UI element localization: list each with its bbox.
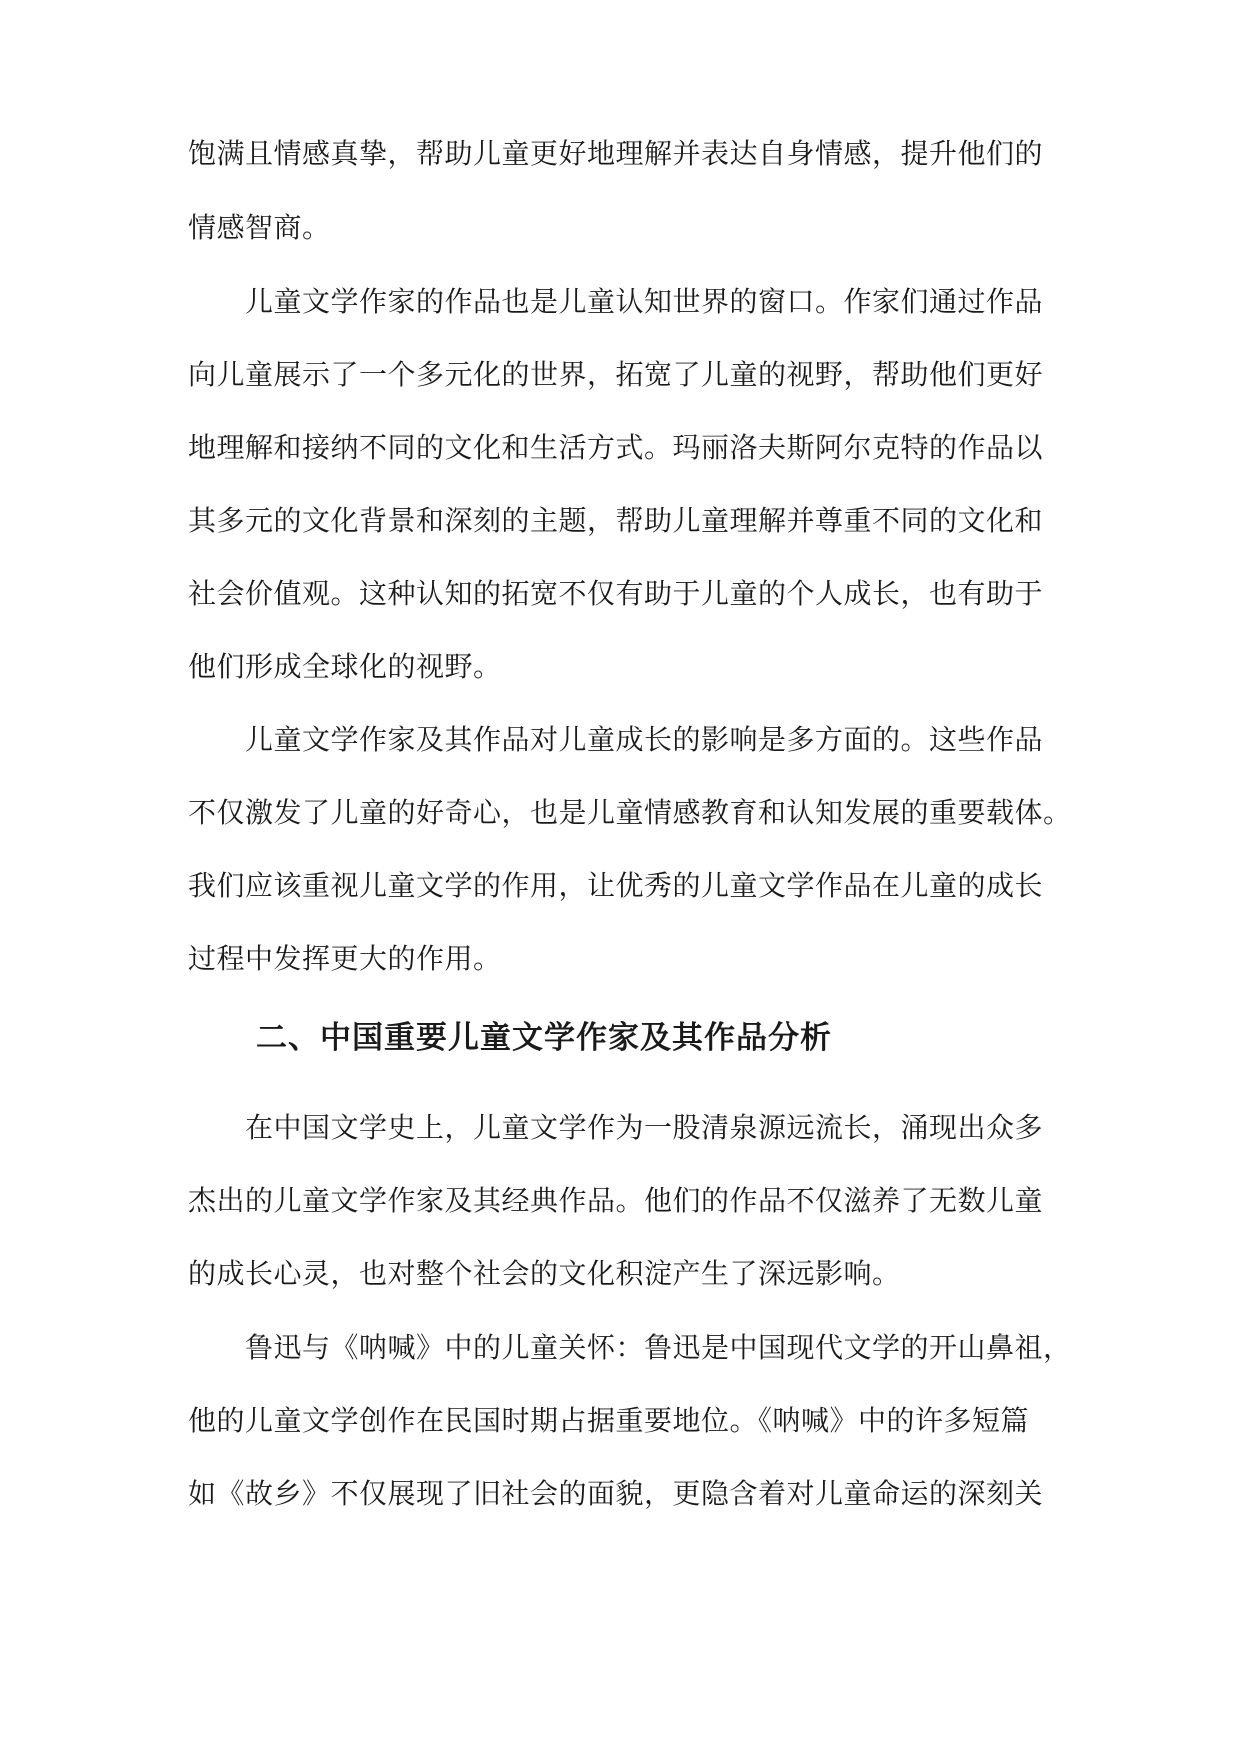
paragraph-2 (188, 284, 1056, 685)
paragraph-line: 我们应该重视儿童文学的作用，让优秀的儿童文学作品在儿童的成长 (188, 869, 1044, 902)
paragraph-line: 儿童文学作家的作品也是儿童认知世界的窗口。作家们通过作品 (188, 285, 1044, 318)
paragraph-line: 他的儿童文学创作在民国时期占据重要地位。《呐喊》中的许多短篇 (188, 1404, 1030, 1437)
paragraph-line: 其多元的文化背景和深刻的主题，帮助儿童理解并尊重不同的文化和 (188, 504, 1044, 537)
paragraph-line: 他们形成全球化的视野。 (188, 650, 502, 683)
paragraph-4 (188, 1110, 1056, 1292)
paragraph-line: 的成长心灵，也对整个社会的文化积淀产生了深远影响。 (188, 1257, 901, 1290)
paragraph-line: 如《故乡》不仅展现了旧社会的面貌，更隐含着对儿童命运的深刻关 (188, 1477, 1044, 1510)
paragraph-line: 不仅激发了儿童的好奇心，也是儿童情感教育和认知发展的重要载体。 (188, 796, 1072, 829)
paragraph-1 (188, 136, 1056, 246)
section-heading: 二、中国重要儿童文学作家及其作品分析 (256, 1020, 832, 1056)
paragraph-line: 饱满且情感真挚，帮助儿童更好地理解并表达自身情感，提升他们的 (188, 137, 1044, 170)
paragraph-line: 情感智商。 (188, 211, 331, 244)
paragraph-line: 社会价值观。这种认知的拓宽不仅有助于儿童的个人成长，也有助于 (188, 577, 1044, 610)
paragraph-line: 鲁迅与《呐喊》中的儿童关怀：鲁迅是中国现代文学的开山鼻祖， (188, 1331, 1072, 1364)
paragraph-3 (188, 722, 1072, 977)
paragraph-line: 地理解和接纳不同的文化和生活方式。玛丽洛夫斯阿尔克特的作品以 (188, 431, 1044, 464)
paragraph-5 (188, 1330, 1072, 1512)
paragraph-line: 过程中发挥更大的作用。 (188, 942, 502, 975)
paragraph-line: 向儿童展示了一个多元化的世界，拓宽了儿童的视野，帮助他们更好 (188, 358, 1044, 391)
paragraph-line: 儿童文学作家及其作品对儿童成长的影响是多方面的。这些作品 (188, 723, 1044, 756)
paragraph-line: 在中国文学史上，儿童文学作为一股清泉源远流长，涌现出众多 (188, 1111, 1044, 1144)
paragraph-line: 杰出的儿童文学作家及其经典作品。他们的作品不仅滋养了无数儿童 (188, 1184, 1044, 1217)
